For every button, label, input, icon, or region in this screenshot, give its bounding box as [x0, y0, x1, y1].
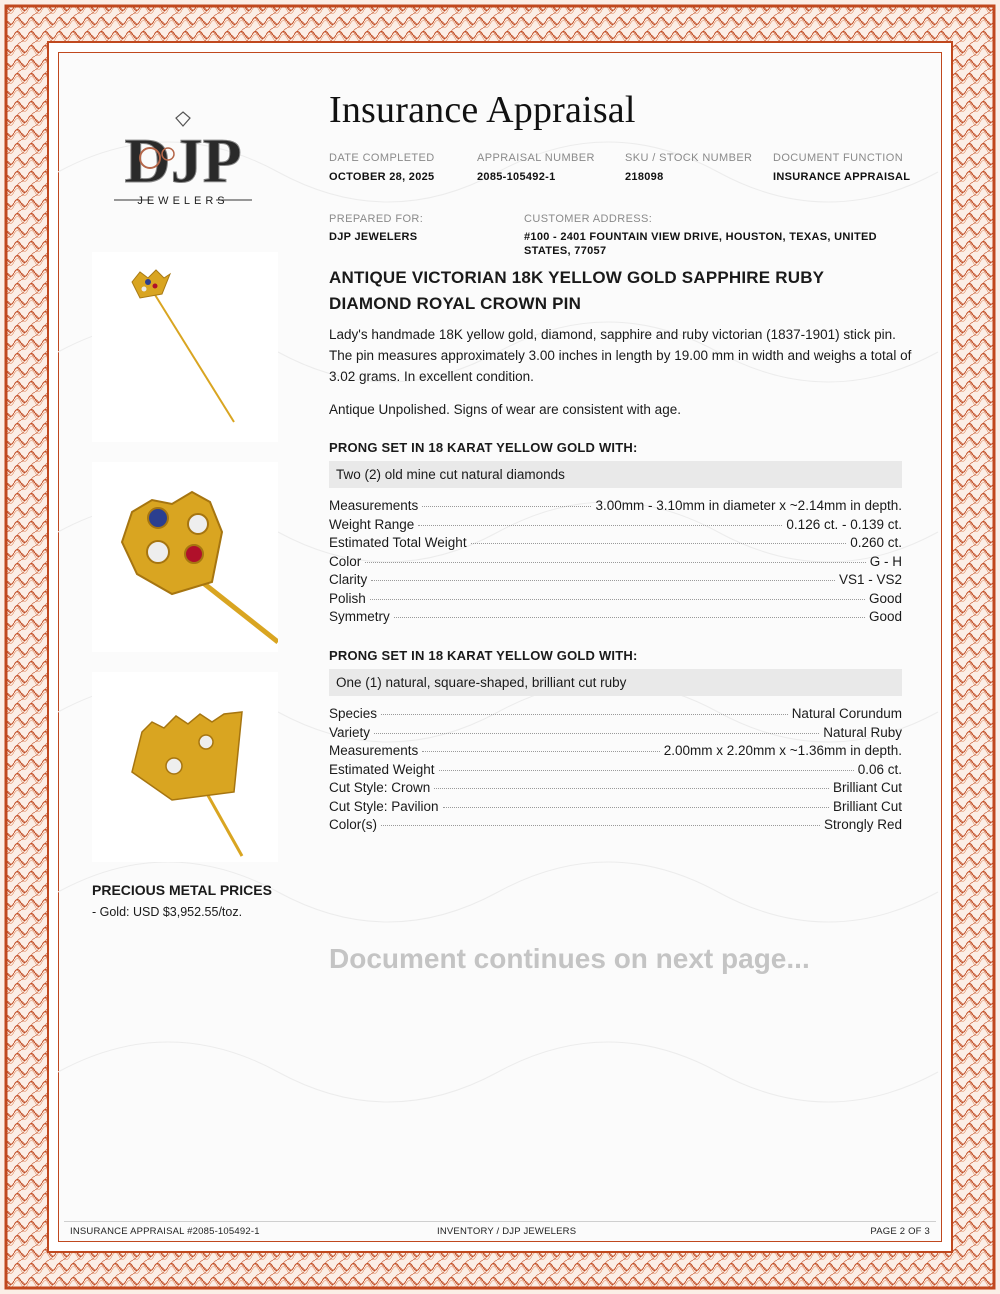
spec-value: Good — [868, 590, 902, 606]
spec-label: Cut Style: Crown — [329, 780, 431, 795]
spec-value: 0.06 ct. — [857, 761, 902, 777]
pin-photo-full — [92, 252, 278, 442]
spec-row — [329, 762, 902, 781]
leader-dots — [422, 506, 591, 507]
footer-page-number: PAGE 2 OF 3 — [870, 1226, 930, 1237]
appraisal-number-value: 2085-105492-1 — [477, 171, 556, 183]
prepared-for-value: DJP JEWELERS — [329, 231, 418, 243]
metal-prices-heading: PRECIOUS METAL PRICES — [92, 882, 272, 898]
spec-label: Color — [329, 553, 362, 569]
spec-row — [329, 517, 902, 536]
leader-dots — [371, 580, 835, 581]
leader-dots — [434, 788, 829, 789]
spec-value: Natural Ruby — [823, 724, 902, 740]
spec-value: G - H — [869, 553, 902, 569]
item-description: Lady's handmade 18K yellow gold, diamond, sapphire and ruby victorian (1837-1901) stick pin. The pin measures approximately 3.00 inches in length by 19.00 mm in width and weighs a total of 3.02 grams. In excellent condition. — [329, 327, 912, 384]
diamond-spec-list — [329, 498, 902, 628]
djp-jewelers-logo — [108, 110, 258, 210]
leader-dots — [381, 825, 820, 826]
spec-label: Color(s) — [329, 817, 378, 832]
spec-row — [329, 817, 902, 836]
spec-value: 3.00mm - 3.10mm in diameter x ~2.14mm in depth. — [595, 498, 902, 513]
leader-dots — [422, 751, 659, 752]
document-function-label: DOCUMENT FUNCTION — [773, 152, 904, 164]
footer-inventory: INVENTORY / DJP JEWELERS — [437, 1226, 577, 1237]
spec-value: Brilliant Cut — [832, 798, 902, 814]
spec-row — [329, 706, 902, 725]
item-title: ANTIQUE VICTORIAN 18K YELLOW GOLD SAPPHIRE RUBY DIAMOND ROYAL CROWN PIN — [329, 268, 824, 313]
spec-row — [329, 591, 902, 610]
leader-dots — [370, 599, 865, 600]
spec-row — [329, 498, 902, 517]
pin-photo-side — [92, 672, 278, 862]
leader-dots — [418, 525, 782, 526]
spec-label: Cut Style: Pavilion — [329, 798, 439, 814]
document-title: Insurance Appraisal — [329, 89, 636, 131]
leader-dots — [443, 807, 829, 808]
spec-row — [329, 554, 902, 573]
pin-photo-closeup — [92, 462, 278, 652]
spec-value: Strongly Red — [823, 817, 902, 832]
diamond-section-heading: PRONG SET IN 18 KARAT YELLOW GOLD WITH: — [329, 440, 638, 455]
item-condition: Antique Unpolished. Signs of wear are consistent with age. — [329, 402, 681, 417]
spec-value: Natural Corundum — [791, 706, 902, 721]
spec-value: Good — [868, 609, 902, 624]
diamond-stone-summary: Two (2) old mine cut natural diamonds — [329, 461, 902, 488]
spec-value: VS1 - VS2 — [838, 572, 902, 587]
spec-label: Symmetry — [329, 609, 390, 624]
ruby-stone-summary: One (1) natural, square-shaped, brilliant cut ruby — [329, 669, 902, 696]
spec-label: Species — [329, 706, 378, 721]
gold-price: - Gold: USD $3,952.55/toz. — [92, 905, 243, 919]
prepared-for-label: PREPARED FOR: — [329, 213, 424, 225]
leader-dots — [394, 617, 865, 618]
leader-dots — [365, 562, 865, 563]
spec-label: Measurements — [329, 743, 419, 758]
spec-label: Measurements — [329, 498, 419, 513]
leader-dots — [471, 543, 847, 544]
leader-dots — [439, 770, 854, 771]
spec-value: Brilliant Cut — [832, 780, 902, 795]
spec-value: 2.00mm x 2.20mm x ~1.36mm in depth. — [663, 743, 902, 758]
spec-label: Estimated Total Weight — [329, 535, 467, 550]
spec-value: 0.260 ct. — [850, 535, 902, 550]
spec-label: Variety — [329, 724, 371, 740]
sku-label: SKU / STOCK NUMBER — [625, 152, 753, 164]
customer-address-label: CUSTOMER ADDRESS: — [524, 213, 653, 225]
appraisal-number-label: APPRAISAL NUMBER — [477, 152, 595, 164]
logo-brand: DJP — [124, 125, 242, 196]
spec-row — [329, 780, 902, 799]
date-completed-value: OCTOBER 28, 2025 — [329, 171, 435, 183]
spec-label: Weight Range — [329, 516, 415, 532]
spec-label: Polish — [329, 590, 366, 606]
footer-appraisal-id: INSURANCE APPRAISAL #2085-105492-1 — [70, 1226, 260, 1237]
leader-dots — [374, 733, 819, 734]
spec-row — [329, 572, 902, 591]
spec-label: Clarity — [329, 572, 368, 587]
leader-dots — [381, 714, 788, 715]
ruby-spec-list — [329, 706, 902, 836]
spec-row — [329, 799, 902, 818]
footer-divider — [64, 1221, 936, 1222]
spec-row — [329, 535, 902, 554]
spec-row — [329, 725, 902, 744]
customer-address-value: #100 - 2401 FOUNTAIN VIEW DRIVE, HOUSTON, TEXAS, UNITED STATES, 77057 — [524, 231, 877, 257]
document-function-value: INSURANCE APPRAISAL — [773, 171, 911, 183]
spec-row — [329, 743, 902, 762]
continues-notice: Document continues on next page... — [329, 943, 810, 974]
spec-label: Estimated Weight — [329, 761, 435, 777]
spec-row — [329, 609, 902, 628]
date-completed-label: DATE COMPLETED — [329, 152, 435, 164]
sku-value: 218098 — [625, 171, 664, 183]
spec-value: 0.126 ct. - 0.139 ct. — [786, 516, 902, 532]
ruby-section-heading: PRONG SET IN 18 KARAT YELLOW GOLD WITH: — [329, 648, 638, 663]
logo-subtitle: JEWELERS — [137, 195, 229, 207]
